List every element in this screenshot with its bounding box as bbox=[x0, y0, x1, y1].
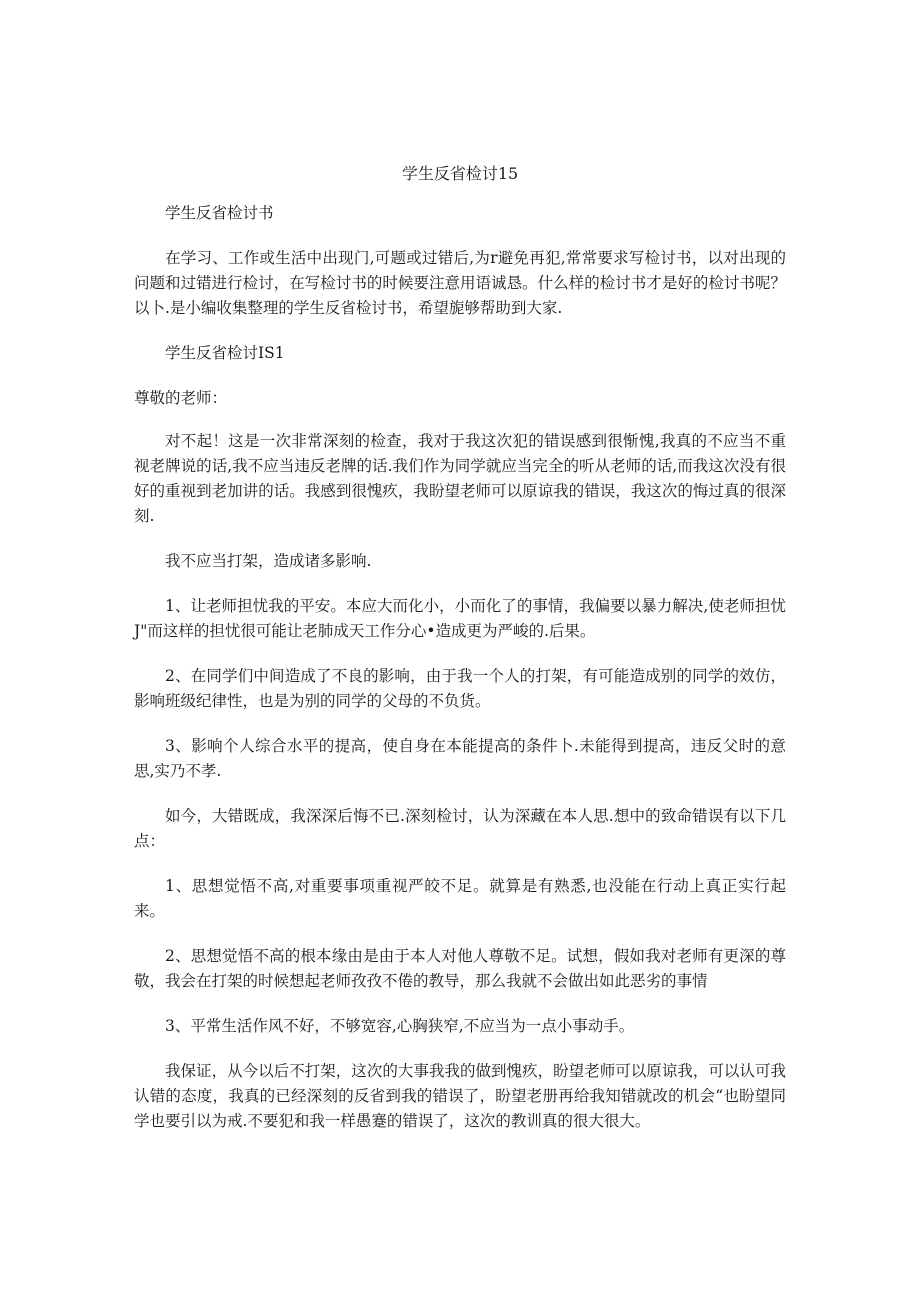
body-paragraph: 我不应当打架，造成诸多影响. bbox=[165, 552, 372, 570]
body-paragraph: 对不起！这是一次非常深刻的检查，我对于我这次犯的错误感到很惭愧,我真的不应当不重视老牌说的话,我不应当违反老牌的话.我们作为同学就应当完全的听从老师的话,而我这次没有很好的重视到老加讲的话。我感到很愧疚，我盼望老师可以原谅我的错误，我这次的悔过真的很深刻. bbox=[134, 432, 786, 525]
intro-paragraph: 在学习、工作或生活中出现门,可题或过错后,为r避免再犯,常常要求写检讨书，以对出现的问题和过错进行检讨，在写检讨书的时候要注意用语诚恳。什么样的检讨书才是好的检讨书呢？以卜.是小编收集整理的学生反省检讨书，希望旎够帮助到大家. bbox=[134, 249, 786, 317]
list-item: 1、让老师担忧我的平安。本应大而化小，小而化了的事情，我偏要以暴力解决,使老师担忧J"而这样的担忧很可能让老肺成天工作分心•造成更为严峻的.后果。 bbox=[134, 597, 786, 640]
document-body bbox=[134, 201, 786, 1154]
list-item: 2、在同学们中间造成了不良的影响，由于我一个人的打架，有可能造成别的同学的效仿，影响班级纪律性，也是为别的同学的父母的不负货。 bbox=[134, 667, 786, 710]
document-title: 学生反省检讨15 bbox=[401, 164, 519, 183]
section-heading: 学生反省检讨IS1 bbox=[165, 344, 285, 362]
list-item: 3、平常生活作风不好，不够宽容,心胸狭窄,不应当为一点小事动手。 bbox=[165, 1017, 635, 1035]
body-paragraph: 如今，大错既成，我深深后悔不已.深刻检讨，认为深藏在本人思.想中的致命错误有以下几点： bbox=[134, 807, 786, 850]
list-item: 3、影响个人综合水平的提高，使自身在本能提高的条件卜.未能得到提高，违反父时的意思,实乃不孝. bbox=[134, 737, 786, 780]
salutation: 尊敬的老师： bbox=[134, 389, 228, 407]
list-item: 1、思想觉悟不高,对重要事项重视严皎不足。就算是有熟悉,也没能在行动上真正实行起来。 bbox=[134, 877, 786, 920]
subtitle-paragraph: 学生反省检讨书 bbox=[165, 204, 274, 222]
list-item: 2、思想觉悟不高的根本缘由是由于本人对他人尊敬不足。试想，假如我对老师有更深的尊敬，我会在打架的时候想起老师孜孜不倦的教导，那么我就不会做出如此恶劣的事情 bbox=[134, 947, 786, 990]
closing-paragraph: 我保证，从今以后不打架，这次的大事我我的做到愧疚，盼望老师可以原谅我，可以认可我认错的态度，我真的已经深刻的反省到我的错误了，盼望老册再给我知错就改的机会“也盼望同学也要引以为戒.不要犯和我一样愚蹇的错误了，这次的教训真的很大很大。 bbox=[134, 1062, 786, 1130]
